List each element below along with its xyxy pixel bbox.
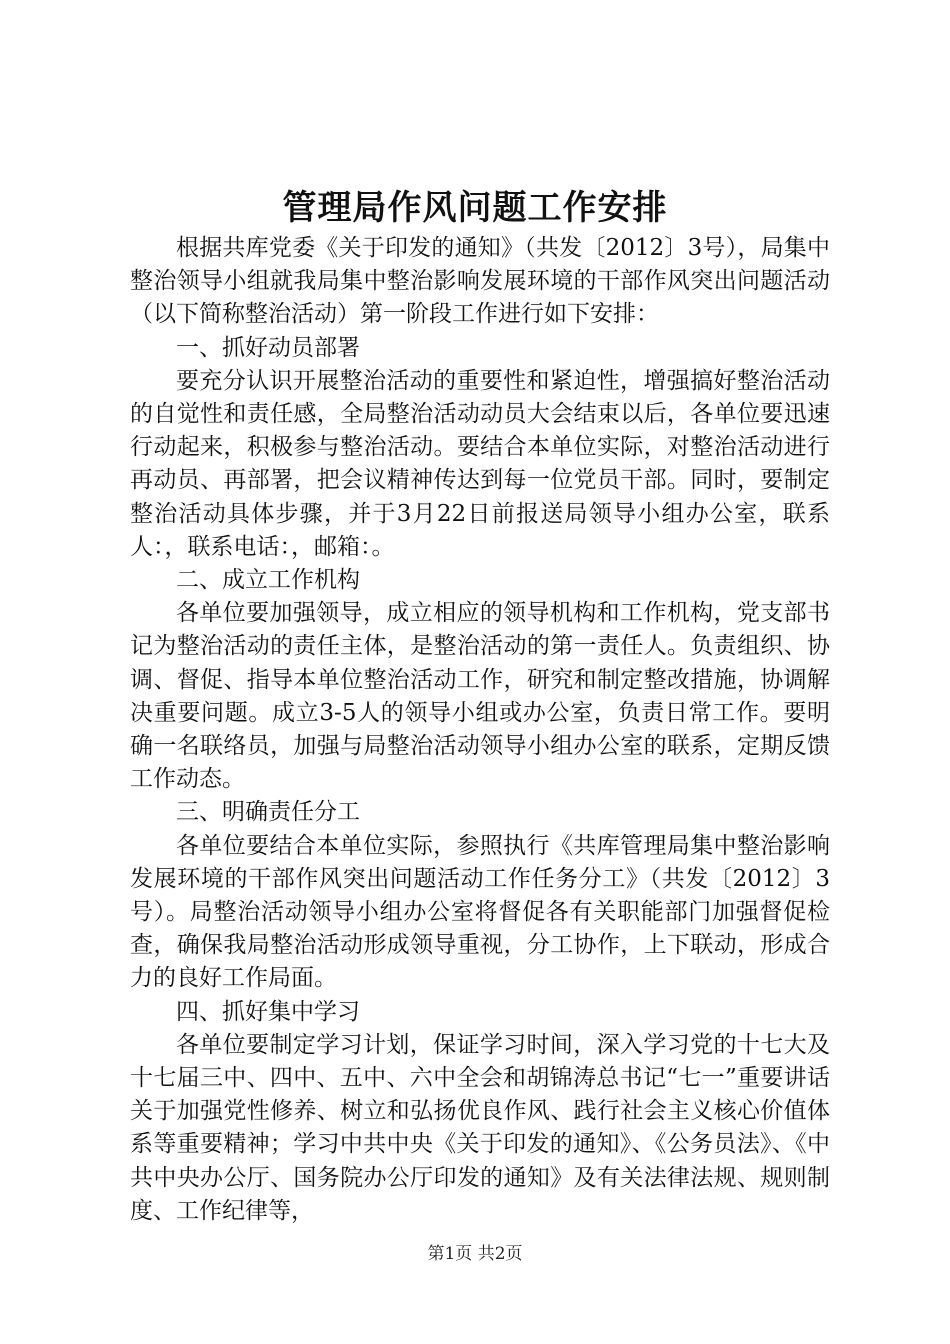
page-number-footer: 第1页 共2页 [427, 1244, 523, 1264]
section-heading-3: 三、明确责任分工 [176, 799, 360, 826]
document-body [130, 232, 830, 1228]
section-paragraph-3: 各单位要结合本单位实际，参照执行《共库管理局集中整治影响发展环境的干部作风突出问题活动工作任务分工》（共发〔2012〕3号）。局整治活动领导小组办公室将督促各有关职能部门加强督促检查，确保我局整治活动形成领导重视，分工协作，上下联动，形成合力的良好工作局面。 [130, 832, 830, 992]
section-heading-4: 四、抓好集中学习 [176, 998, 360, 1025]
section-heading-1: 一、抓好动员部署 [176, 334, 360, 361]
document-title: 管理局作风问题工作安排 [282, 188, 668, 228]
section-paragraph-4: 各单位要制定学习计划，保证学习时间，深入学习党的十七大及十七届三中、四中、五中、六中全会和胡锦涛总书记“七一”重要讲话关于加强党性修养、树立和弘扬优良作风、践行社会主义核心价值体系等重要精神；学习中共中央《关于印发的通知》、《公务员法》、《中共中央办公厅、国务院办公厅印发的通知》及有关法律法规、规则制度、工作纪律等， [130, 1031, 830, 1224]
section-paragraph-1: 要充分认识开展整治活动的重要性和紧迫性，增强搞好整治活动的自觉性和责任感，全局整治活动动员大会结束以后，各单位要迅速行动起来，积极参与整治活动。要结合本单位实际，对整治活动进行再动员、再部署，把会议精神传达到每一位党员干部。同时，要制定整治活动具体步骤，并于3月22日前报送局领导小组办公室，联系人：，联系电话：，邮箱：。 [130, 367, 830, 560]
section-paragraph-2: 各单位要加强领导，成立相应的领导机构和工作机构，党支部书记为整治活动的责任主体，是整治活动的第一责任人。负责组织、协调、督促、指导本单位整治活动工作，研究和制定整改措施，协调解决重要问题。成立3-5人的领导小组或办公室，负责日常工作。要明确一名联络员，加强与局整治活动领导小组办公室的联系，定期反馈工作动态。 [130, 600, 830, 793]
intro-paragraph: 根据共库党委《关于印发的通知》（共发〔2012〕3号），局集中整治领导小组就我局集中整治影响发展环境的干部作风突出问题活动（以下简称整治活动）第一阶段工作进行如下安排： [130, 235, 830, 328]
section-heading-2: 二、成立工作机构 [176, 567, 360, 594]
